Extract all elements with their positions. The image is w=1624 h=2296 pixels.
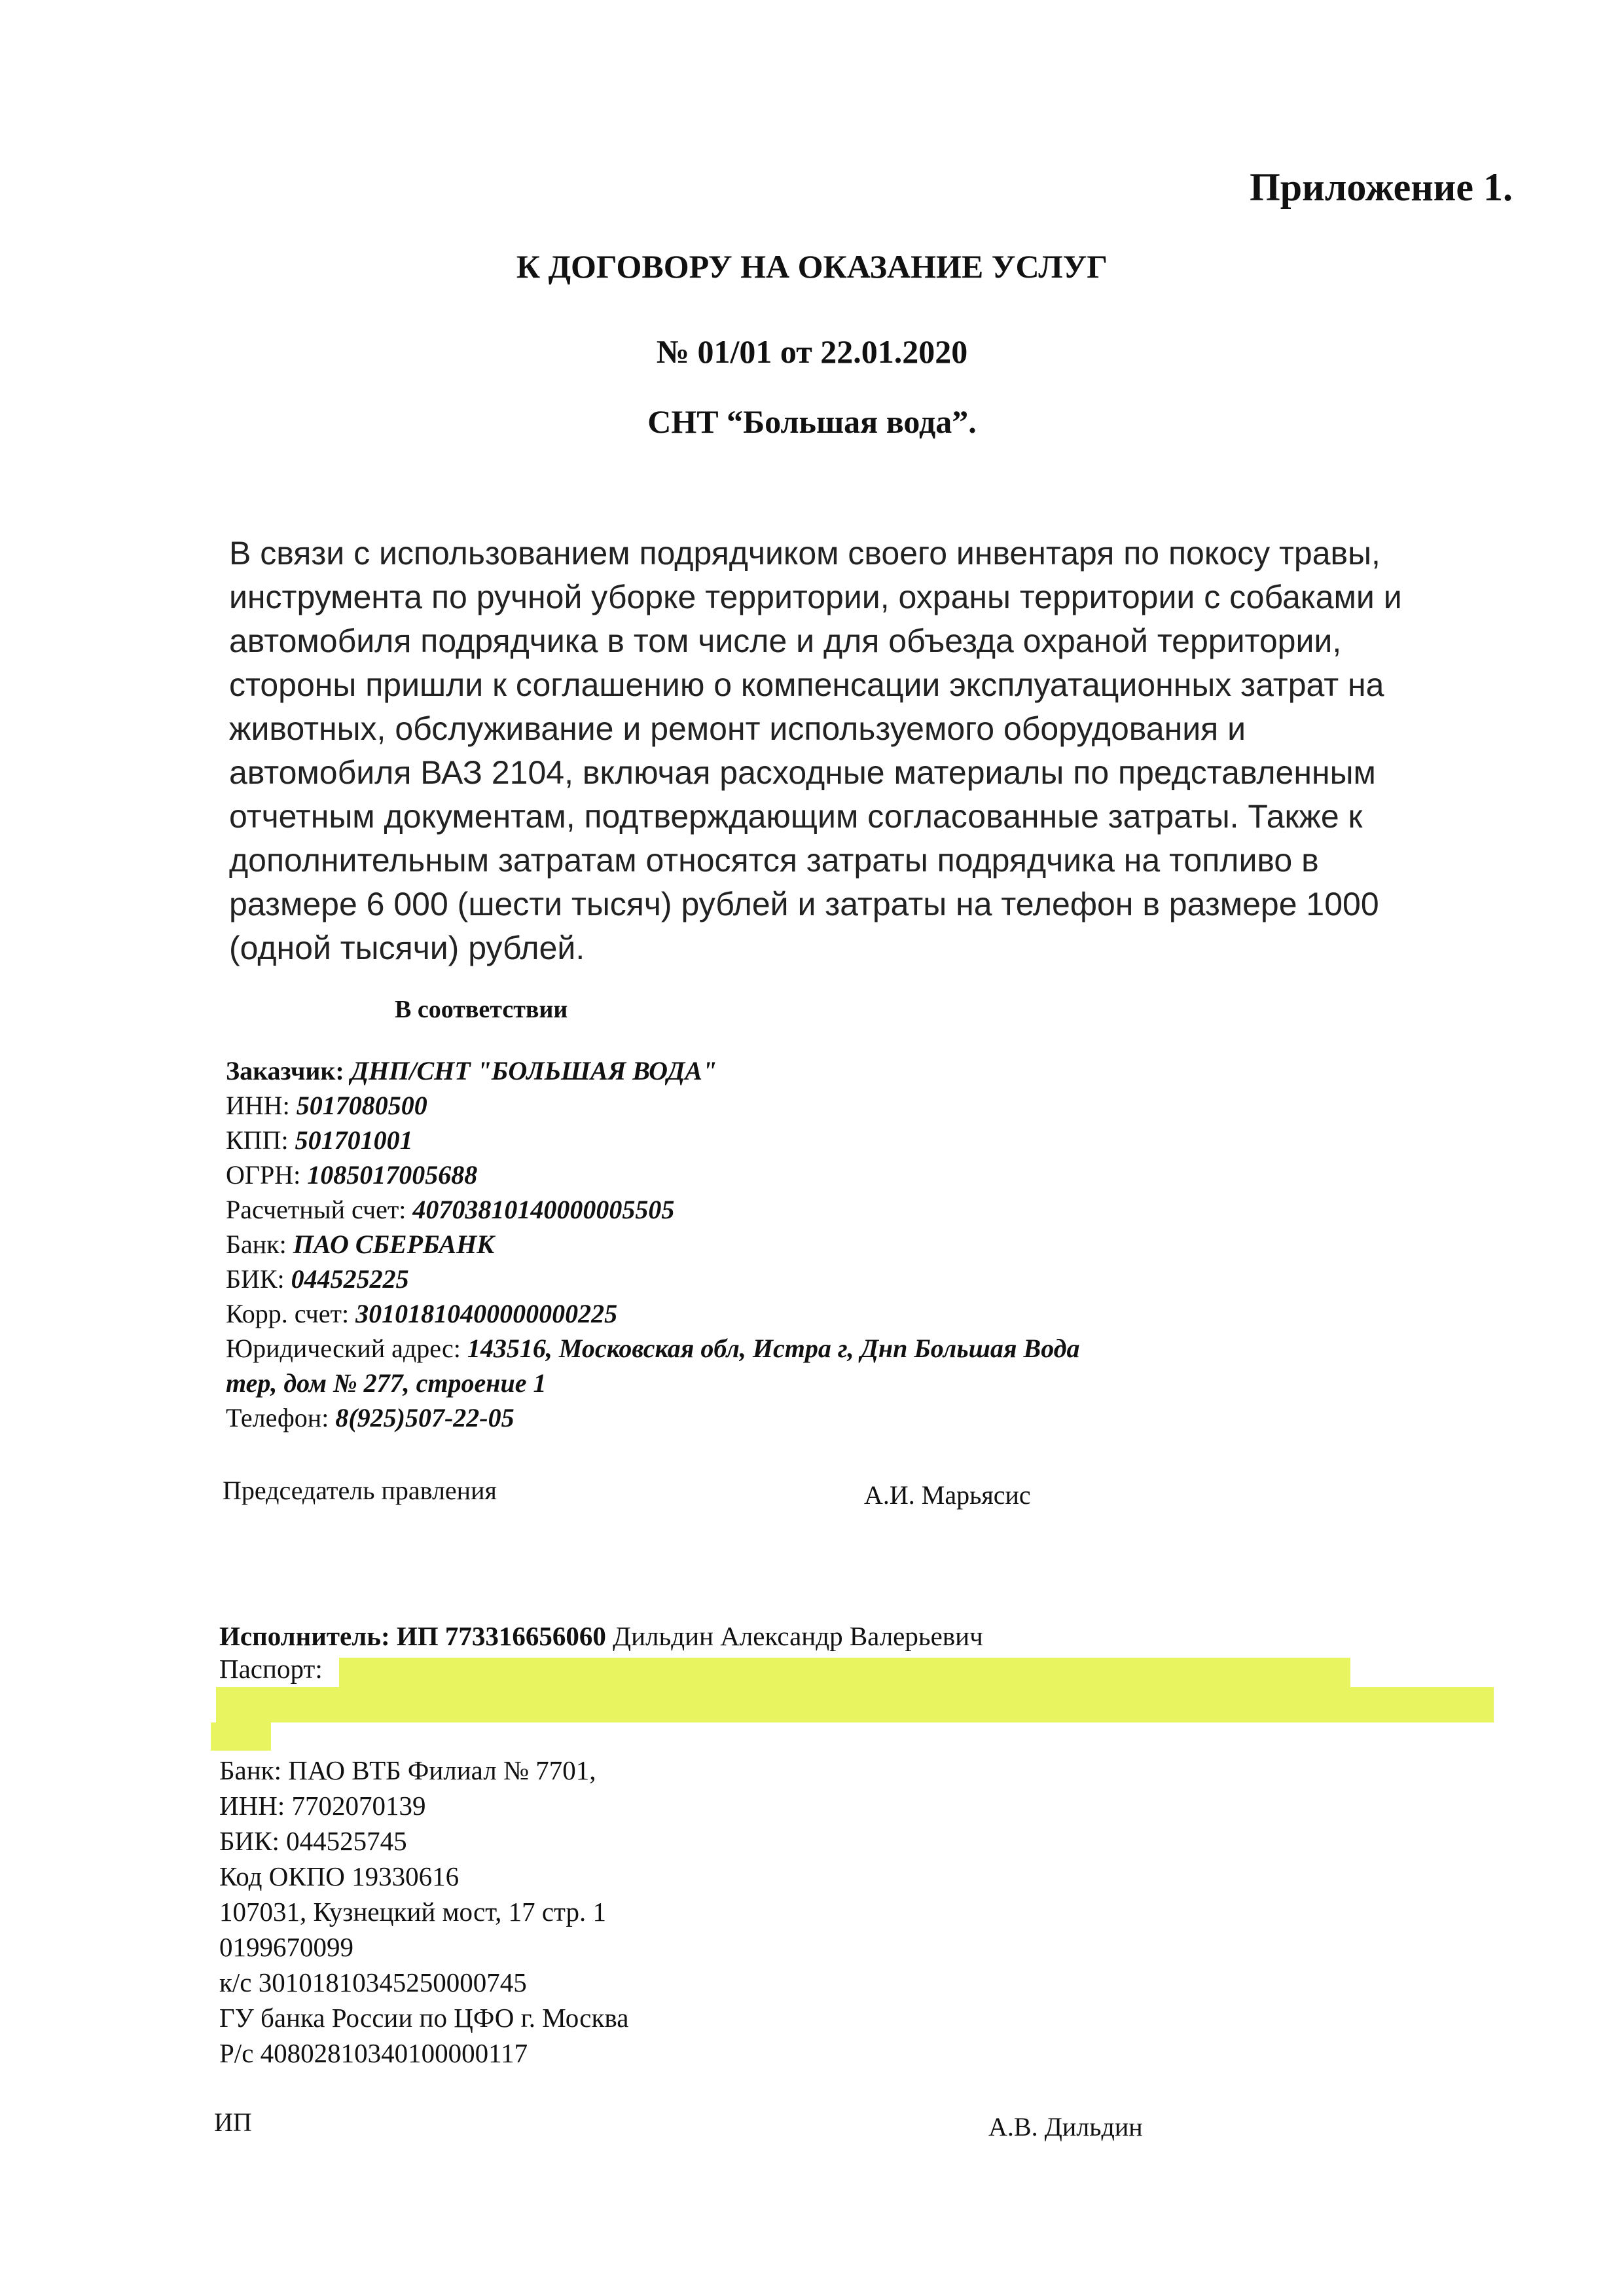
customer-heading — [226, 1055, 717, 1086]
customer-value: ДНП/СНТ "БОЛЬШАЯ ВОДА" — [350, 1056, 717, 1085]
executor-account: Р/с 40802810340100000117 — [219, 2038, 528, 2068]
redaction-highlight — [211, 1722, 271, 1751]
executor-signer-name: А.В. Дильдин — [988, 2112, 1143, 2141]
phone-label: Телефон: — [226, 1403, 329, 1432]
executor-bik: БИК: 044525745 — [219, 1826, 407, 1856]
executor-okpo: Код ОКПО 19330616 — [219, 1861, 460, 1891]
executor-bank: Банк: ПАО ВТБ Филиал № 7701, — [219, 1755, 596, 1785]
kpp-value: 501701001 — [295, 1125, 413, 1155]
address-value: 143516, Московская обл, Истра г, Днп Большая Вода — [467, 1334, 1080, 1363]
corr-label: Корр. счет: — [226, 1299, 350, 1328]
customer-kpp — [226, 1125, 413, 1156]
executor-address: 107031, Кузнецкий мост, 17 стр. 1 — [219, 1897, 606, 1927]
executor-heading — [219, 1620, 983, 1652]
executor-name: Дильдин Александр Валерьевич — [613, 1621, 983, 1651]
paragraph-line: отчетным документам, подтверждающим согласованные затраты. Также к — [229, 798, 1363, 835]
executor-label: Исполнитель: ИП 773316656060 — [219, 1621, 606, 1651]
customer-signer-name: А.И. Марьясис — [864, 1480, 1031, 1510]
address-label: Юридический адрес: — [226, 1334, 461, 1363]
customer-signer-title: Председатель правления — [223, 1476, 497, 1505]
executor-corr-account: к/с 30101810345250000745 — [219, 1967, 527, 1997]
executor-bank-branch: ГУ банка России по ЦФО г. Москва — [219, 2003, 629, 2033]
paragraph-line: инструмента по ручной уборке территории, охраны территории с собаками и — [229, 579, 1402, 615]
customer-inn — [226, 1090, 427, 1121]
inn-label: ИНН: — [226, 1091, 290, 1120]
redaction-highlight — [339, 1658, 1350, 1687]
executor-inn: ИНН: 7702070139 — [219, 1791, 426, 1821]
customer-bank — [226, 1229, 494, 1260]
executor-code: 0199670099 — [219, 1932, 353, 1962]
phone-value: 8(925)507-22-05 — [335, 1403, 514, 1432]
paragraph-line: автомобиля подрядчика в том числе и для объезда охраной территории, — [229, 623, 1342, 659]
accordance-note: В соответствии — [395, 996, 568, 1023]
customer-phone — [226, 1402, 514, 1433]
contract-title: К ДОГОВОРУ НА ОКАЗАНИЕ УСЛУГ — [516, 248, 1108, 285]
paragraph-line: (одной тысячи) рублей. — [229, 930, 585, 966]
customer-address — [226, 1333, 1080, 1364]
executor-passport-label: Паспорт: — [219, 1654, 323, 1684]
customer-label: Заказчик: — [226, 1056, 344, 1085]
paragraph-line: автомобиля ВАЗ 2104, включая расходные материалы по представленным — [229, 754, 1376, 791]
bank-value: ПАО СБЕРБАНК — [293, 1230, 495, 1259]
account-value: 40703810140000005505 — [412, 1195, 675, 1224]
redaction-highlight — [216, 1687, 1494, 1722]
paragraph-line: стороны пришли к соглашению о компенсации эксплуатационных затрат на — [229, 666, 1384, 703]
customer-ogrn — [226, 1159, 477, 1190]
inn-value: 5017080500 — [296, 1091, 427, 1120]
paragraph-line: размере 6 000 (шести тысяч) рублей и затраты на телефон в размере 1000 — [229, 886, 1379, 922]
kpp-label: КПП: — [226, 1125, 289, 1155]
customer-account — [226, 1194, 674, 1225]
bank-label: Банк: — [226, 1230, 287, 1259]
customer-bik — [226, 1264, 409, 1294]
corr-value: 30101810400000000225 — [355, 1299, 618, 1328]
bik-value: 044525225 — [291, 1264, 409, 1294]
paragraph-line: животных, обслуживание и ремонт используемого оборудования и — [229, 710, 1246, 747]
account-label: Расчетный счет: — [226, 1195, 406, 1224]
bik-label: БИК: — [226, 1264, 285, 1294]
agreement-paragraph — [229, 532, 1506, 970]
executor-signer-title: ИП — [214, 2107, 252, 2137]
ogrn-label: ОГРН: — [226, 1160, 301, 1190]
ogrn-value: 1085017005688 — [307, 1160, 478, 1190]
customer-address-line2: тер, дом № 277, строение 1 — [226, 1368, 547, 1398]
appendix-title: Приложение 1. — [1250, 166, 1513, 209]
organization-name: СНТ “Большая вода”. — [647, 403, 977, 440]
paragraph-line: В связи с использованием подрядчиком своего инвентаря по покосу травы, — [229, 535, 1380, 572]
paragraph-line: дополнительным затратам относятся затраты подрядчика на топливо в — [229, 842, 1319, 879]
contract-number: № 01/01 от 22.01.2020 — [656, 333, 968, 370]
customer-corr — [226, 1298, 617, 1329]
